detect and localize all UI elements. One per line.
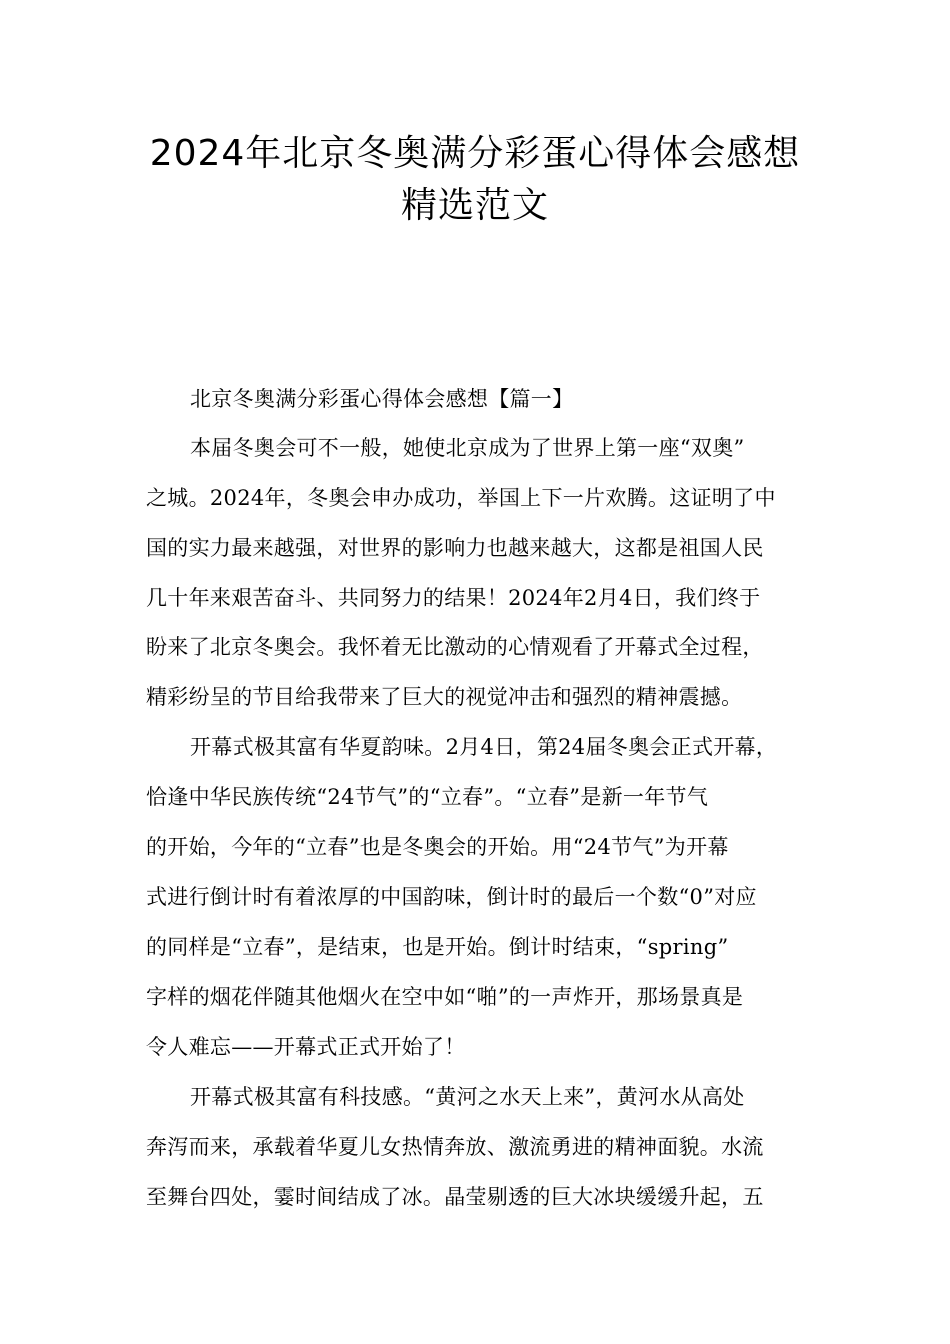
paragraph-line: 精彩纷呈的节目给我带来了巨大的视觉冲击和强烈的精神震撼。 xyxy=(146,685,743,709)
paragraph-line: 恰逢中华民族传统“24节气”的“立春”。“立春”是新一年节气 xyxy=(146,785,709,809)
paragraph-line: 至舞台四处，霎时间结成了冰。晶莹剔透的巨大冰块缓缓升起，五 xyxy=(146,1185,764,1209)
paragraph-line: 几十年来艰苦奋斗、共同努力的结果！2024年2月4日，我们终于 xyxy=(146,586,761,610)
paragraph-line: 本届冬奥会可不一般，她使北京成为了世界上第一座“双奥” xyxy=(190,436,745,460)
paragraph-line: 国的实力最来越强，对世界的影响力也越来越大，这都是祖国人民 xyxy=(146,536,764,560)
paragraph-line: 字样的烟花伴随其他烟火在空中如“啪”的一声炸开，那场景真是 xyxy=(146,985,744,1009)
document-title-line-2: 精选范文 xyxy=(400,185,549,226)
paragraph-line: 的同样是“立春”，是结束，也是开始。倒计时结束，“spring” xyxy=(146,935,729,959)
paragraph-line: 开幕式极其富有科技感。“黄河之水天上来”，黄河水从高处 xyxy=(190,1085,745,1109)
paragraph-line: 奔泻而来，承载着华夏儿女热情奔放、激流勇进的精神面貌。水流 xyxy=(146,1135,764,1159)
paragraph-line: 开幕式极其富有华夏韵味。2月4日，第24届冬奥会正式开幕， xyxy=(190,735,778,759)
paragraph-line: 盼来了北京冬奥会。我怀着无比激动的心情观看了开幕式全过程， xyxy=(146,635,764,659)
paragraph-line: 令人难忘——开幕式正式开始了！ xyxy=(146,1035,466,1059)
paragraph-line: 之城。2024年，冬奥会申办成功，举国上下一片欢腾。这证明了中 xyxy=(146,486,776,510)
section-heading: 北京冬奥满分彩蛋心得体会感想【篇一】 xyxy=(190,387,574,411)
paragraph-line: 的开始，今年的“立春”也是冬奥会的开始。用“24节气”为开幕 xyxy=(146,835,729,859)
paragraph-line: 式进行倒计时有着浓厚的中国韵味，倒计时的最后一个数“0”对应 xyxy=(146,885,757,909)
document-title-line-1: 2024年北京冬奥满分彩蛋心得体会感想 xyxy=(149,133,801,174)
